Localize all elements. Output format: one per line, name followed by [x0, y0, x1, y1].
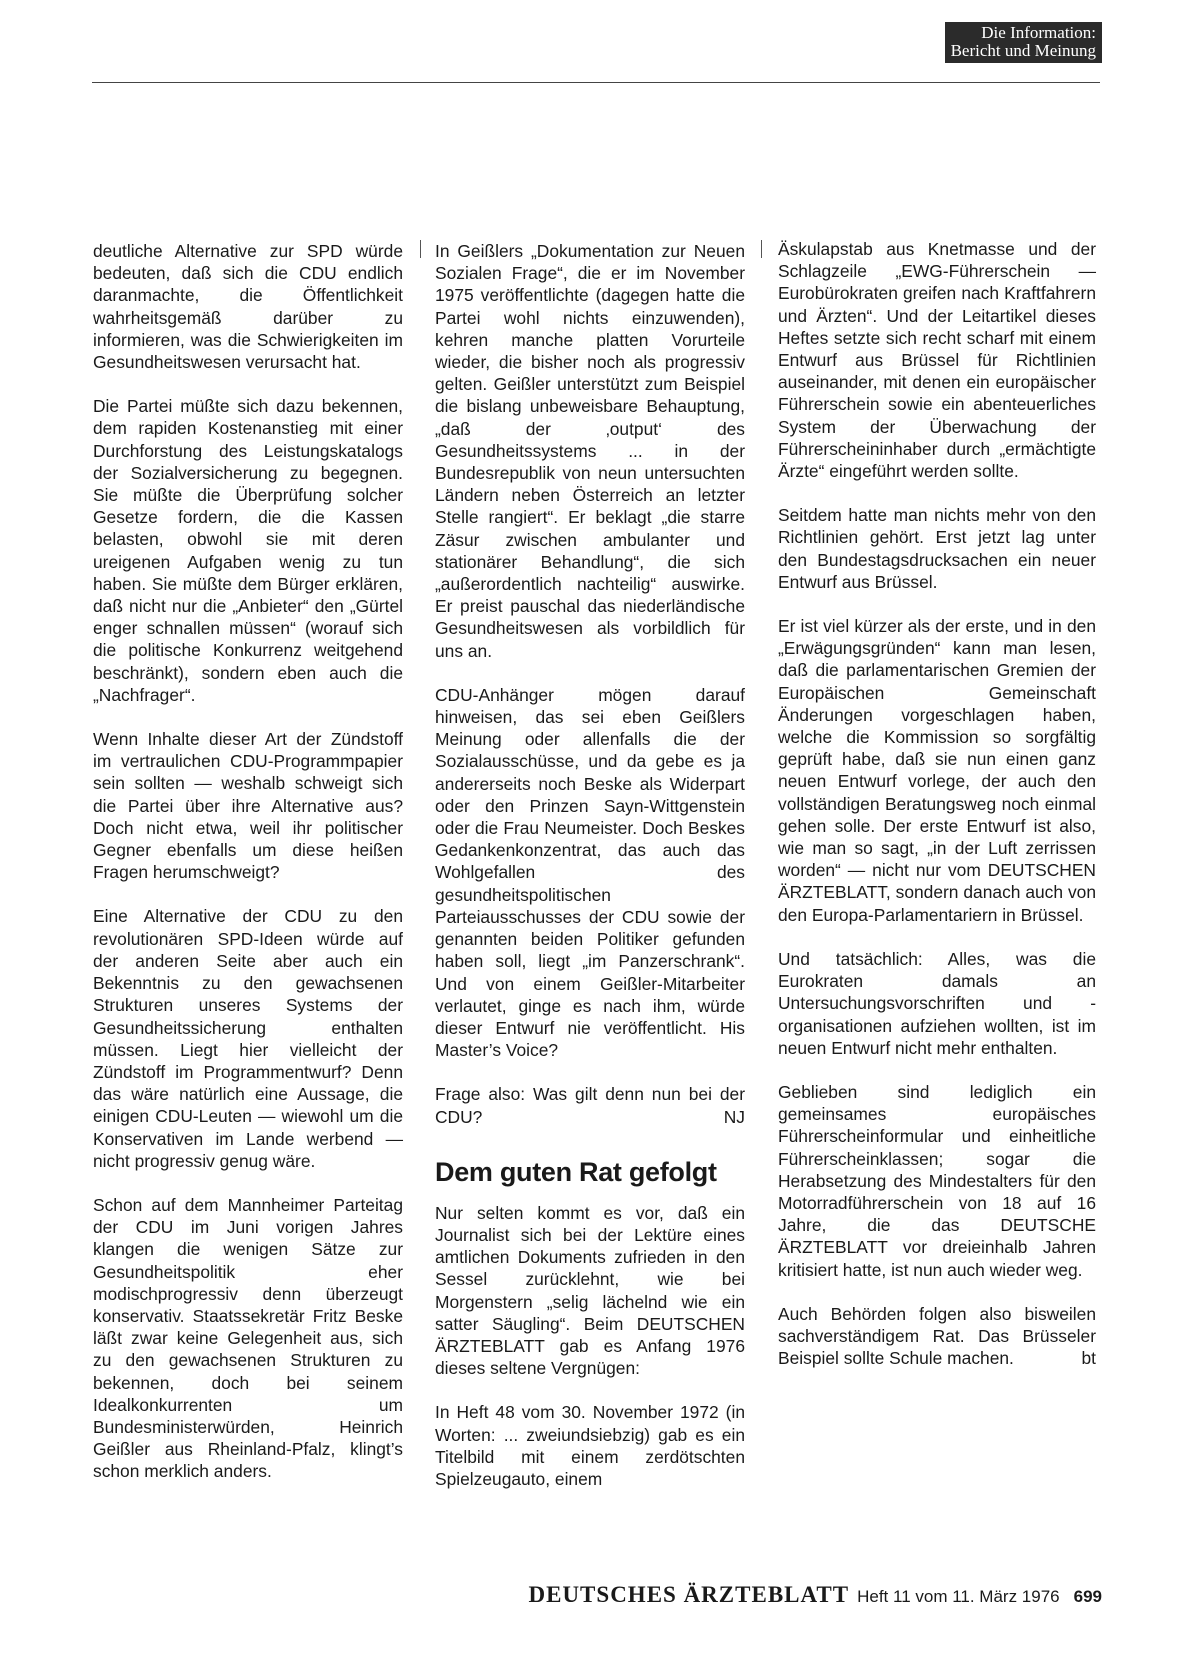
author-initials: bt [1081, 1348, 1096, 1369]
paragraph: In Heft 48 vom 30. November 1972 (in Worten: ... zweiundsiebzig) gab es ein Titelbild mit einem zerdötschten Spielzeugauto, einem [435, 1402, 745, 1489]
text-column-3 [778, 238, 1096, 1391]
issue-info: Heft 11 vom 11. März 1976 [857, 1587, 1060, 1606]
final-question: Frage also: Was gilt denn nun bei der CDU? [435, 1084, 745, 1127]
paragraph: CDU-Anhänger mögen darauf hinweisen, das sei eben Geißlers Meinung oder allenfalls die der Sozialausschüsse, und da gebe es ja andererseits noch Beske als Widerpart oder den Prinzen Sayn-Wittgenstein oder die Frau Neumeister. Doch Beskes Gedankenkonzentrat, das auch das Wohlgefallen des gesundheitspolitischen Parteiausschusses der CDU sowie der genannten beiden Politiker gefunden haben soll, liegt „im Panzerschrank“. Und von einem Geißler-Mitarbeiter verlautet, ginge es nach ihm, würde dieser Entwurf nie veröffentlicht. His Master’s Voice? [435, 684, 745, 1061]
author-initials: NJ [723, 1106, 745, 1127]
paragraph: Und tatsächlich: Alles, was die Eurokraten damals an Untersuchungsvorschriften und -organisationen aufziehen wollten, ist im neuen Entwurf nicht mehr enthalten. [778, 948, 1096, 1058]
paragraph-final [435, 1083, 745, 1127]
paragraph: deutliche Alternative zur SPD würde bedeuten, daß sich die CDU endlich daranmachte, die Öffentlichkeit wahrheitsgemäß darüber zu informieren, was die Schwierigkeiten im Gesundheitswesen verursacht hat. [93, 241, 403, 373]
page-footer [529, 1582, 1103, 1608]
section-label-line1: Die Information: [981, 23, 1096, 42]
paragraph: Geblieben sind lediglich ein gemeinsames europäisches Führerscheinformular und einheitliche Führerscheinklassen; sogar die Herabsetzung des Mindestalters für den Motorradführerschein von 18 auf 16 Jahre, die das DEUTSCHE ÄRZTEBLATT vor dreieinhalb Jahren kritisiert hatte, ist nun auch wieder weg. [778, 1081, 1096, 1280]
paragraph: Seitdem hatte man nichts mehr von den Richtlinien gehört. Erst jetzt lag unter den Bundestagsdrucksachen ein neuer Entwurf aus Brüssel. [778, 505, 1096, 592]
article-heading: Dem guten Rat gefolgt [435, 1156, 717, 1187]
paragraph: Die Partei müßte sich dazu bekennen, dem rapiden Kostenanstieg mit einer Durchforstung des Leistungskatalogs der Sozialversicherung zu begegnen. Sie müßte die Überprüfung solcher Gesetze fordern, die die Kassen belasten, obwohl sie mit deren ureigenen Aufgaben wenig zu tun haben. Sie müßte dem Bürger erklären, daß nicht nur die „Anbieter“ den „Gürtel enger schnallen müssen“ (worauf sich die politische Konkurrenz weitgehend beschränkt), sondern eben auch die „Nachfrager“. [93, 396, 403, 705]
paragraph: Nur selten kommt es vor, daß ein Journalist sich bei der Lektüre eines amtlichen Dokuments zufrieden in den Sessel zurücklehnt, wie bei Morgenstern „selig lächelnd wie ein satter Säugling“. Beim DEUTSCHEN ÄRZTEBLATT gab es Anfang 1976 dieses seltene Vergnügen: [435, 1202, 745, 1379]
page-number: 699 [1073, 1587, 1102, 1606]
paragraph: Eine Alternative der CDU zu den revolutionären SPD-Ideen würde auf der anderen Seite aber auch ein Bekenntnis zu den gewachsenen Strukturen unseres Systems der Gesundheitssicherung enthalten müssen. Liegt hier vielleicht der Zündstoff im Programmentwurf? Denn das wäre natürlich eine Aussage, die einigen CDU-Leuten — wiewohl um die Konservativen im Lande werbend — nicht progressiv genug wäre. [93, 906, 403, 1171]
paragraph: Äskulapstab aus Knetmasse und der Schlagzeile „EWG-Führerschein — Eurobürokraten greifen nach Kraftfahrern und Ärzten“. Und der Leitartikel dieses Heftes setzte sich recht scharf mit einem Entwurf aus Brüssel für Richtlinien auseinander, mit denen ein europäischer Führerschein sowie ein abenteuerliches System der Überwachung der Führerscheininhaber durch „ermächtigte Ärzte“ eingeführt werden sollte. [778, 239, 1096, 482]
text-column-2 [435, 240, 745, 1512]
column-divider-1 [420, 240, 421, 258]
paragraph: Er ist viel kürzer als der erste, und in den „Erwägungsgründen“ kann man lesen, daß die parlamentarischen Gremien der Europäischen Gemeinschaft Änderungen vorgeschlagen haben, welche die Kommission so sorgfältig geprüft habe, daß sie nun einen ganz neuen Entwurf vorlege, der auch den vollständigen Beratungsweg noch einmal gehen solle. Der erste Entwurf ist also, wie man so sagt, „in der Luft zerrissen worden“ — nicht nur vom DEUTSCHEN ÄRZTEBLATT, sondern danach auch von den Europa-Parlamentariern in Brüssel. [778, 616, 1096, 925]
paragraph: Wenn Inhalte dieser Art der Zündstoff im vertraulichen CDU-Programmpapier sein sollten — weshalb schweigt sich die Partei über ihre Alternative aus? Doch nicht etwa, weil ihr politischer Gegner ebenfalls um diese heißen Fragen herumschweigt? [93, 729, 403, 883]
closing-sentence: Auch Behörden folgen also bisweilen sachverständigem Rat. Das Brüsseler Beispiel sollte Schule machen. [778, 1303, 1096, 1369]
text-column-1 [93, 240, 403, 1505]
journal-name: DEUTSCHES ÄRZTEBLATT [528, 1582, 850, 1607]
section-label-line2: Bericht und Meinung [950, 41, 1096, 60]
paragraph: In Geißlers „Dokumentation zur Neuen Sozialen Frage“, die er im November 1975 veröffentlichte (dagegen hatte die Partei wohl nichts einzuwenden), kehren manche platten Vorurteile wieder, die bisher noch als progressiv gelten. Geißler unterstützt zum Beispiel die bislang unbeweisbare Behauptung, „daß der ‚output‘ des Gesundheitssystems ... in der Bundesrepublik von neun untersuchten Ländern neben Österreich an letzter Stelle rangiert“. Er beklagt „die starre Zäsur zwischen ambulanter und stationärer Behandlung“, die sich „außerordentlich nachteilig“ auswirke. Er preist pauschal das niederländische Gesundheitswesen als vorbildlich für uns an. [435, 241, 745, 661]
paragraph-final [778, 1303, 1096, 1370]
header-rule [92, 82, 1100, 83]
section-label [945, 22, 1102, 63]
column-divider-2 [761, 240, 762, 258]
paragraph: Schon auf dem Mannheimer Parteitag der CDU im Juni vorigen Jahres klangen die wenigen Sätze zur Gesundheitspolitik eher modischprogressiv denn überzeugt konservativ. Staatssekretär Fritz Beske läßt zwar keine Gelegenheit aus, sich zu den gewachsenen Strukturen zu bekennen, doch bei seinem Idealkonkurrenten um Bundesministerwürden, Heinrich Geißler aus Rheinland-Pfalz, klingt’s schon merklich anders. [93, 1194, 403, 1482]
